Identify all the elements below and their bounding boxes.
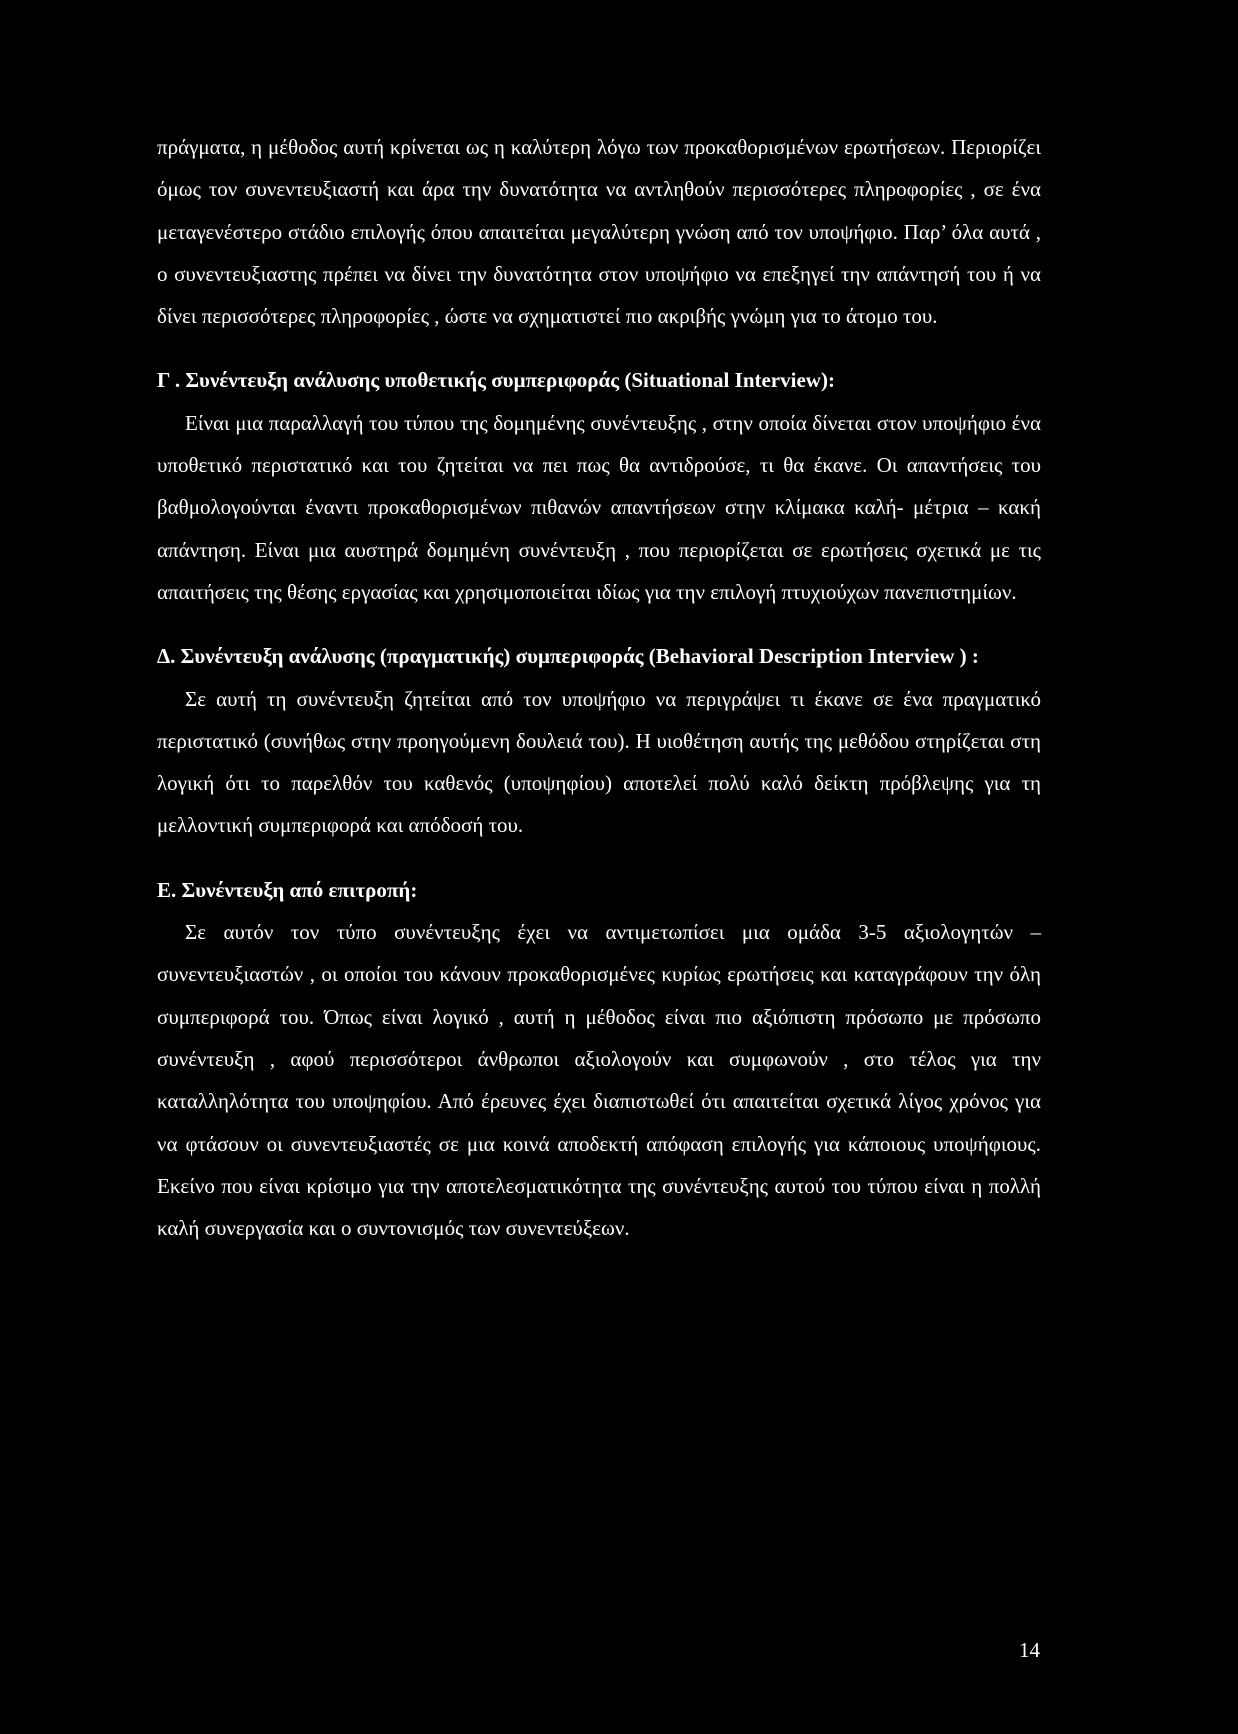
section-g-heading: Γ . Συνέντευξη ανάλυσης υποθετικής συμπεριφοράς (Situational Interview): bbox=[157, 368, 835, 393]
intro-paragraph: πράγματα, η μέθοδος αυτή κρίνεται ως η καλύτερη λόγω των προκαθορισμένων ερωτήσεων. Περιορίζει όμως τον συνεντευξιαστή και άρα την δυνατότητα να αντληθούν περισσότερες πληροφορίες , σε ένα μεταγενέστερο στάδιο επιλογής όπου απαιτείται μεγαλύτερη γνώση από τον υποψήφιο. Παρ’ όλα αυτά , ο συνεντευξιαστης πρέπει να δίνει την δυνατότητα στον υποψήφιο να επεξηγεί την απάντησή του ή να δίνει περισσότερες πληροφορίες , ώστε να σχηματιστεί πιο ακριβής γνώμη για το άτομο του. bbox=[157, 135, 1041, 329]
section-e-paragraph: Σε αυτόν τον τύπο συνέντευξης έχει να αντιμετωπίσει μια ομάδα 3-5 αξιολογητών – συνεντευξιαστών , οι οποίοι του κάνουν προκαθορισμένες κυρίως ερωτήσεις και καταγράφουν την όλη συμπεριφορά του. Όπως είναι λογικό , αυτή η μέθοδος είναι πιο αξιόπιστη πρόσωπο με πρόσωπο συνέντευξη , αφού περισσότεροι άνθρωποι αξιολογούν και συμφωνούν , στο τέλος για την καταλληλότητα του υποψηφίου. Από έρευνες έχει διαπιστωθεί ότι απαιτείται σχετικά λίγος χρόνος για να φτάσουν οι συνεντευξιαστές σε μια κοινά αποδεκτή απόφαση επιλογής για κάποιους υποψήφιους. Εκείνο που είναι κρίσιμο για την αποτελεσματικότητα της συνέντευξης αυτού του τύπου είναι η πολλή καλή συνεργασία και ο συντονισμός των συνεντεύξεων. bbox=[157, 920, 1041, 1241]
section-d-heading: Δ. Συνέντευξη ανάλυσης (πραγματικής) συμπεριφοράς (Behavioral Description Interview ) : bbox=[157, 644, 979, 669]
page-body bbox=[157, 126, 1041, 1249]
section-g-paragraph: Είναι μια παραλλαγή του τύπου της δομημένης συνέντευξης , στην οποία δίνεται στον υποψήφιο ένα υποθετικό περιστατικό και του ζητείται να πει πως θα αντιδρούσε, τι θα έκανε. Οι απαντήσεις του βαθμολογούνται έναντι προκαθορισμένων πιθανών απαντήσεων στην κλίμακα καλή- μέτρια – κακή απάντηση. Είναι μια αυστηρά δομημένη συνέντευξη , που περιορίζεται σε ερωτήσεις σχετικά με τις απαιτήσεις της θέσης εργασίας και χρησιμοποιείται ιδίως για την επιλογή πτυχιούχων πανεπιστημίων. bbox=[157, 410, 1041, 604]
page-number: 14 bbox=[1019, 1638, 1040, 1662]
section-d-paragraph: Σε αυτή τη συνέντευξη ζητείται από τον υποψήφιο να περιγράψει τι έκανε σε ένα πραγματικό περιστατικό (συνήθως στην προηγούμενη δουλειά του). Η υιοθέτηση αυτής της μεθόδου στηρίζεται στη λογική ότι το παρελθόν του καθενός (υποψηφίου) αποτελεί πολύ καλό δείκτη πρόβλεψης για τη μελλοντική συμπεριφορά και απόδοσή του. bbox=[157, 686, 1041, 838]
section-e-heading: Ε. Συνέντευξη από επιτροπή: bbox=[157, 877, 418, 902]
